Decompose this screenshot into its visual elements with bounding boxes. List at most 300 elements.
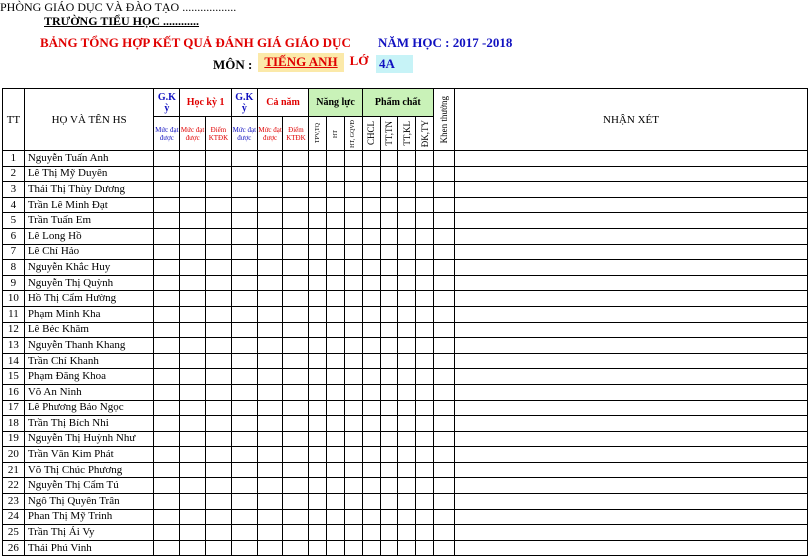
grade-cell[interactable] [362,275,380,291]
grade-cell[interactable] [231,353,257,369]
grade-cell[interactable] [380,228,398,244]
grade-cell[interactable] [206,182,232,198]
grade-cell[interactable] [309,306,327,322]
grade-cell[interactable] [362,431,380,447]
grade-cell[interactable] [231,275,257,291]
grade-cell[interactable] [283,228,309,244]
grade-cell[interactable] [231,478,257,494]
grade-cell[interactable] [283,275,309,291]
grade-cell[interactable] [398,540,416,556]
grade-cell[interactable] [362,197,380,213]
grade-cell[interactable] [434,166,455,182]
grade-cell[interactable] [180,306,206,322]
grade-cell[interactable] [344,275,362,291]
comment-cell[interactable] [455,213,808,229]
grade-cell[interactable] [257,228,283,244]
grade-cell[interactable] [327,291,345,307]
grade-cell[interactable] [380,151,398,167]
grade-cell[interactable] [380,322,398,338]
grade-cell[interactable] [380,478,398,494]
comment-cell[interactable] [455,338,808,354]
grade-cell[interactable] [362,291,380,307]
grade-cell[interactable] [344,384,362,400]
grade-cell[interactable] [398,197,416,213]
grade-cell[interactable] [206,525,232,541]
grade-cell[interactable] [283,353,309,369]
grade-cell[interactable] [283,462,309,478]
grade-cell[interactable] [362,540,380,556]
grade-cell[interactable] [309,338,327,354]
grade-cell[interactable] [180,462,206,478]
grade-cell[interactable] [362,525,380,541]
grade-cell[interactable] [309,166,327,182]
grade-cell[interactable] [206,431,232,447]
grade-cell[interactable] [257,275,283,291]
grade-cell[interactable] [283,182,309,198]
grade-cell[interactable] [362,416,380,432]
grade-cell[interactable] [154,447,180,463]
grade-cell[interactable] [231,228,257,244]
grade-cell[interactable] [154,182,180,198]
comment-cell[interactable] [455,166,808,182]
grade-cell[interactable] [206,369,232,385]
grade-cell[interactable] [416,213,434,229]
grade-cell[interactable] [206,416,232,432]
grade-cell[interactable] [327,478,345,494]
grade-cell[interactable] [327,384,345,400]
grade-cell[interactable] [206,213,232,229]
grade-cell[interactable] [283,213,309,229]
grade-cell[interactable] [398,384,416,400]
grade-cell[interactable] [180,447,206,463]
class-value[interactable]: 4A [376,55,413,73]
grade-cell[interactable] [231,306,257,322]
grade-cell[interactable] [231,431,257,447]
grade-cell[interactable] [309,151,327,167]
grade-cell[interactable] [257,213,283,229]
grade-cell[interactable] [434,197,455,213]
grade-cell[interactable] [434,494,455,510]
grade-cell[interactable] [206,151,232,167]
comment-cell[interactable] [455,400,808,416]
grade-cell[interactable] [416,151,434,167]
grade-cell[interactable] [206,540,232,556]
grade-cell[interactable] [362,494,380,510]
grade-cell[interactable] [416,400,434,416]
grade-cell[interactable] [380,197,398,213]
grade-cell[interactable] [231,509,257,525]
grade-cell[interactable] [231,322,257,338]
grade-cell[interactable] [434,540,455,556]
grade-cell[interactable] [327,306,345,322]
grade-cell[interactable] [327,431,345,447]
comment-cell[interactable] [455,369,808,385]
grade-cell[interactable] [327,494,345,510]
grade-cell[interactable] [283,338,309,354]
grade-cell[interactable] [154,166,180,182]
grade-cell[interactable] [327,275,345,291]
grade-cell[interactable] [327,322,345,338]
grade-cell[interactable] [309,478,327,494]
grade-cell[interactable] [257,322,283,338]
grade-cell[interactable] [283,197,309,213]
grade-cell[interactable] [398,478,416,494]
grade-cell[interactable] [380,166,398,182]
grade-cell[interactable] [180,369,206,385]
grade-cell[interactable] [344,151,362,167]
grade-cell[interactable] [398,244,416,260]
grade-cell[interactable] [416,525,434,541]
grade-cell[interactable] [257,400,283,416]
grade-cell[interactable] [206,322,232,338]
comment-cell[interactable] [455,447,808,463]
grade-cell[interactable] [231,384,257,400]
grade-cell[interactable] [416,291,434,307]
grade-cell[interactable] [344,509,362,525]
grade-cell[interactable] [180,322,206,338]
grade-cell[interactable] [180,525,206,541]
grade-cell[interactable] [257,494,283,510]
grade-cell[interactable] [380,540,398,556]
grade-cell[interactable] [344,306,362,322]
grade-cell[interactable] [283,447,309,463]
grade-cell[interactable] [344,182,362,198]
grade-cell[interactable] [180,291,206,307]
grade-cell[interactable] [154,260,180,276]
grade-cell[interactable] [309,228,327,244]
grade-cell[interactable] [206,353,232,369]
grade-cell[interactable] [180,338,206,354]
grade-cell[interactable] [416,478,434,494]
grade-cell[interactable] [327,338,345,354]
grade-cell[interactable] [154,478,180,494]
grade-cell[interactable] [206,244,232,260]
grade-cell[interactable] [362,244,380,260]
grade-cell[interactable] [309,275,327,291]
grade-cell[interactable] [398,291,416,307]
grade-cell[interactable] [231,369,257,385]
grade-cell[interactable] [231,400,257,416]
grade-cell[interactable] [380,416,398,432]
grade-cell[interactable] [206,228,232,244]
grade-cell[interactable] [434,353,455,369]
grade-cell[interactable] [416,447,434,463]
grade-cell[interactable] [154,338,180,354]
grade-cell[interactable] [327,151,345,167]
grade-cell[interactable] [380,213,398,229]
grade-cell[interactable] [344,353,362,369]
grade-cell[interactable] [283,494,309,510]
grade-cell[interactable] [327,447,345,463]
grade-cell[interactable] [231,213,257,229]
grade-cell[interactable] [398,494,416,510]
grade-cell[interactable] [257,369,283,385]
grade-cell[interactable] [416,228,434,244]
grade-cell[interactable] [344,494,362,510]
grade-cell[interactable] [154,291,180,307]
grade-cell[interactable] [416,338,434,354]
grade-cell[interactable] [380,494,398,510]
grade-cell[interactable] [327,416,345,432]
grade-cell[interactable] [362,260,380,276]
comment-cell[interactable] [455,540,808,556]
grade-cell[interactable] [380,462,398,478]
grade-cell[interactable] [398,260,416,276]
grade-cell[interactable] [231,416,257,432]
grade-cell[interactable] [309,525,327,541]
grade-cell[interactable] [327,166,345,182]
grade-cell[interactable] [380,431,398,447]
grade-cell[interactable] [344,400,362,416]
comment-cell[interactable] [455,525,808,541]
comment-cell[interactable] [455,416,808,432]
grade-cell[interactable] [309,291,327,307]
grade-cell[interactable] [434,182,455,198]
grade-cell[interactable] [416,540,434,556]
grade-cell[interactable] [283,291,309,307]
grade-cell[interactable] [398,525,416,541]
grade-cell[interactable] [434,338,455,354]
grade-cell[interactable] [362,306,380,322]
grade-cell[interactable] [180,244,206,260]
comment-cell[interactable] [455,182,808,198]
grade-cell[interactable] [231,260,257,276]
grade-cell[interactable] [362,338,380,354]
grade-cell[interactable] [362,322,380,338]
grade-cell[interactable] [398,509,416,525]
grade-cell[interactable] [344,244,362,260]
grade-cell[interactable] [180,416,206,432]
grade-cell[interactable] [344,525,362,541]
grade-cell[interactable] [154,353,180,369]
grade-cell[interactable] [231,151,257,167]
grade-cell[interactable] [180,431,206,447]
grade-cell[interactable] [309,182,327,198]
comment-cell[interactable] [455,306,808,322]
grade-cell[interactable] [231,525,257,541]
grade-cell[interactable] [257,509,283,525]
grade-cell[interactable] [380,291,398,307]
comment-cell[interactable] [455,494,808,510]
grade-cell[interactable] [231,244,257,260]
grade-cell[interactable] [327,509,345,525]
grade-cell[interactable] [327,260,345,276]
grade-cell[interactable] [434,322,455,338]
grade-cell[interactable] [416,322,434,338]
grade-cell[interactable] [398,322,416,338]
grade-cell[interactable] [309,431,327,447]
grade-cell[interactable] [206,509,232,525]
grade-cell[interactable] [154,197,180,213]
grade-cell[interactable] [398,228,416,244]
grade-cell[interactable] [180,478,206,494]
grade-cell[interactable] [180,151,206,167]
grade-cell[interactable] [206,166,232,182]
grade-cell[interactable] [434,478,455,494]
grade-cell[interactable] [362,509,380,525]
grade-cell[interactable] [434,525,455,541]
grade-cell[interactable] [434,260,455,276]
grade-cell[interactable] [309,494,327,510]
grade-cell[interactable] [398,416,416,432]
comment-cell[interactable] [455,431,808,447]
grade-cell[interactable] [154,244,180,260]
grade-cell[interactable] [283,431,309,447]
grade-cell[interactable] [398,213,416,229]
grade-cell[interactable] [327,540,345,556]
grade-cell[interactable] [309,244,327,260]
comment-cell[interactable] [455,260,808,276]
grade-cell[interactable] [154,306,180,322]
grade-cell[interactable] [206,338,232,354]
grade-cell[interactable] [344,478,362,494]
grade-cell[interactable] [180,197,206,213]
grade-cell[interactable] [206,291,232,307]
grade-cell[interactable] [327,197,345,213]
grade-cell[interactable] [309,384,327,400]
grade-cell[interactable] [257,197,283,213]
grade-cell[interactable] [416,462,434,478]
grade-cell[interactable] [154,275,180,291]
grade-cell[interactable] [380,384,398,400]
grade-cell[interactable] [180,166,206,182]
grade-cell[interactable] [206,384,232,400]
grade-cell[interactable] [283,384,309,400]
grade-cell[interactable] [257,384,283,400]
grade-cell[interactable] [416,384,434,400]
grade-cell[interactable] [180,384,206,400]
grade-cell[interactable] [309,540,327,556]
grade-cell[interactable] [257,260,283,276]
grade-cell[interactable] [309,197,327,213]
grade-cell[interactable] [434,431,455,447]
grade-cell[interactable] [380,400,398,416]
grade-cell[interactable] [154,431,180,447]
grade-cell[interactable] [398,462,416,478]
grade-cell[interactable] [398,431,416,447]
grade-cell[interactable] [283,260,309,276]
grade-cell[interactable] [416,353,434,369]
grade-cell[interactable] [283,416,309,432]
grade-cell[interactable] [257,431,283,447]
comment-cell[interactable] [455,322,808,338]
grade-cell[interactable] [206,400,232,416]
grade-cell[interactable] [344,447,362,463]
grade-cell[interactable] [283,369,309,385]
grade-cell[interactable] [257,462,283,478]
grade-cell[interactable] [327,400,345,416]
comment-cell[interactable] [455,353,808,369]
grade-cell[interactable] [257,291,283,307]
grade-cell[interactable] [434,384,455,400]
grade-cell[interactable] [309,416,327,432]
grade-cell[interactable] [416,416,434,432]
grade-cell[interactable] [231,197,257,213]
comment-cell[interactable] [455,151,808,167]
grade-cell[interactable] [283,244,309,260]
grade-cell[interactable] [344,197,362,213]
grade-cell[interactable] [434,447,455,463]
grade-cell[interactable] [283,478,309,494]
comment-cell[interactable] [455,462,808,478]
grade-cell[interactable] [416,275,434,291]
grade-cell[interactable] [380,338,398,354]
grade-cell[interactable] [380,525,398,541]
grade-cell[interactable] [434,400,455,416]
grade-cell[interactable] [380,509,398,525]
grade-cell[interactable] [206,462,232,478]
grade-cell[interactable] [344,166,362,182]
grade-cell[interactable] [416,306,434,322]
grade-cell[interactable] [257,353,283,369]
grade-cell[interactable] [434,275,455,291]
grade-cell[interactable] [416,197,434,213]
comment-cell[interactable] [455,384,808,400]
grade-cell[interactable] [362,228,380,244]
grade-cell[interactable] [283,151,309,167]
grade-cell[interactable] [231,182,257,198]
grade-cell[interactable] [231,447,257,463]
grade-cell[interactable] [344,416,362,432]
grade-cell[interactable] [154,213,180,229]
grade-cell[interactable] [154,384,180,400]
grade-cell[interactable] [344,213,362,229]
grade-cell[interactable] [344,338,362,354]
grade-cell[interactable] [398,400,416,416]
grade-cell[interactable] [154,540,180,556]
grade-cell[interactable] [231,462,257,478]
grade-cell[interactable] [257,540,283,556]
grade-cell[interactable] [398,306,416,322]
grade-cell[interactable] [380,369,398,385]
grade-cell[interactable] [180,509,206,525]
grade-cell[interactable] [257,478,283,494]
grade-cell[interactable] [309,369,327,385]
grade-cell[interactable] [416,494,434,510]
comment-cell[interactable] [455,228,808,244]
grade-cell[interactable] [362,369,380,385]
grade-cell[interactable] [416,182,434,198]
grade-cell[interactable] [362,151,380,167]
grade-cell[interactable] [434,462,455,478]
grade-cell[interactable] [362,182,380,198]
grade-cell[interactable] [380,182,398,198]
grade-cell[interactable] [434,509,455,525]
grade-cell[interactable] [434,291,455,307]
grade-cell[interactable] [180,260,206,276]
grade-cell[interactable] [434,416,455,432]
grade-cell[interactable] [362,384,380,400]
grade-cell[interactable] [257,416,283,432]
grade-cell[interactable] [154,369,180,385]
grade-cell[interactable] [362,400,380,416]
grade-cell[interactable] [362,462,380,478]
grade-cell[interactable] [434,151,455,167]
grade-cell[interactable] [180,400,206,416]
grade-cell[interactable] [154,462,180,478]
grade-cell[interactable] [231,291,257,307]
grade-cell[interactable] [257,525,283,541]
comment-cell[interactable] [455,244,808,260]
grade-cell[interactable] [309,447,327,463]
grade-cell[interactable] [154,494,180,510]
grade-cell[interactable] [154,400,180,416]
grade-cell[interactable] [283,540,309,556]
grade-cell[interactable] [154,151,180,167]
grade-cell[interactable] [344,322,362,338]
grade-cell[interactable] [327,369,345,385]
grade-cell[interactable] [327,213,345,229]
